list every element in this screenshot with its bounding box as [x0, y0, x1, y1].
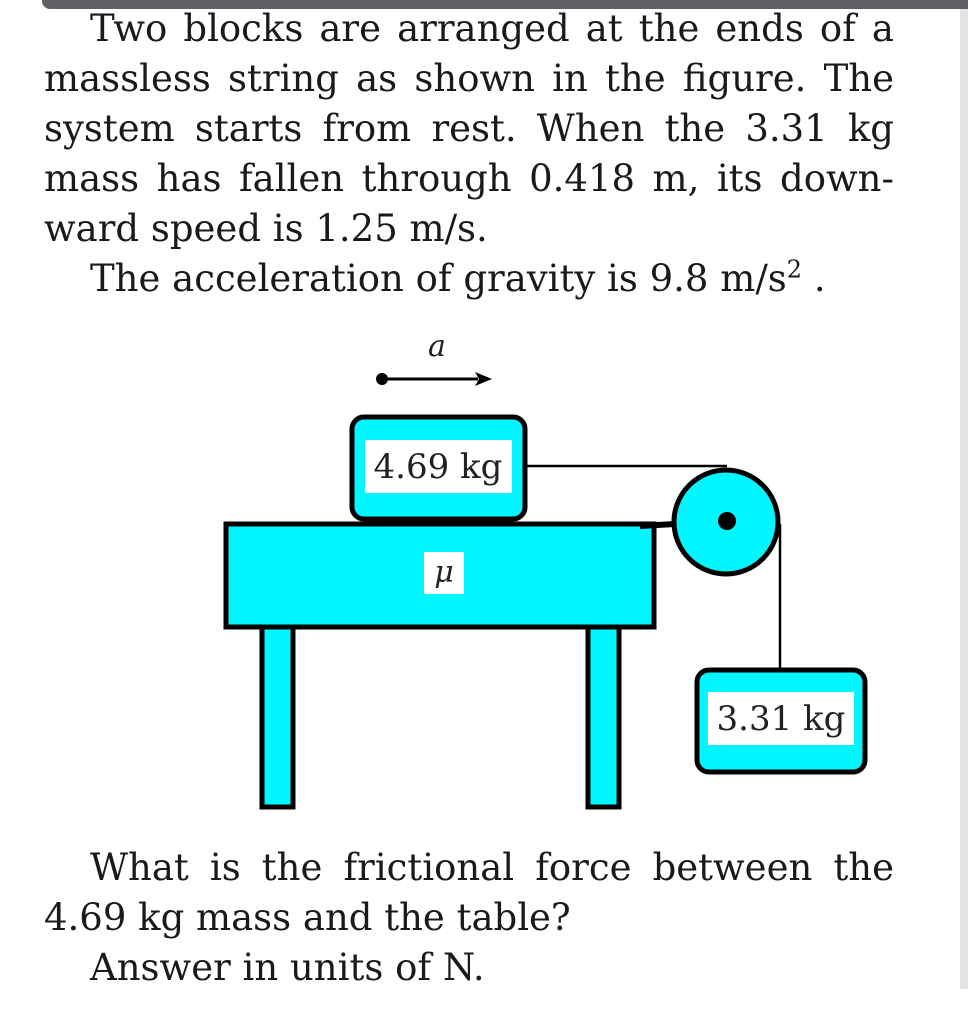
acceleration-arrow-icon — [376, 372, 492, 386]
intro-line-3: system starts from rest. When the 3.31 kg — [44, 107, 894, 150]
table-leg-right — [588, 627, 619, 807]
pulley-axle — [718, 512, 736, 530]
question-block — [44, 843, 894, 993]
gravity-exponent: 2 — [786, 255, 803, 284]
pulley-figure — [0, 320, 968, 820]
intro-line-2: massless string as shown in the figure. The — [44, 57, 894, 100]
question-line-2: 4.69 kg mass and the table? — [44, 896, 571, 939]
answer-units: Answer in units of N. — [90, 946, 485, 989]
gravity-statement — [44, 254, 894, 304]
hanging-block-mass: 3.31 kg — [716, 699, 846, 739]
gravity-text: The acceleration of gravity is 9.8 m/s — [90, 257, 787, 300]
table-block-mass: 4.69 kg — [373, 447, 503, 487]
acceleration-label: a — [428, 329, 446, 364]
intro-line-1: Two blocks are arranged at the ends of a — [90, 7, 894, 50]
question-line-1: What is the frictional force between the — [90, 846, 894, 889]
intro-line-5: ward speed is 1.25 m/s. — [44, 207, 488, 250]
problem-statement — [44, 4, 894, 304]
table-leg-left — [262, 627, 293, 807]
friction-symbol: μ — [434, 555, 454, 590]
intro-line-4: mass has fallen through 0.418 m, its down- — [44, 157, 894, 200]
gravity-period: . — [802, 257, 826, 300]
